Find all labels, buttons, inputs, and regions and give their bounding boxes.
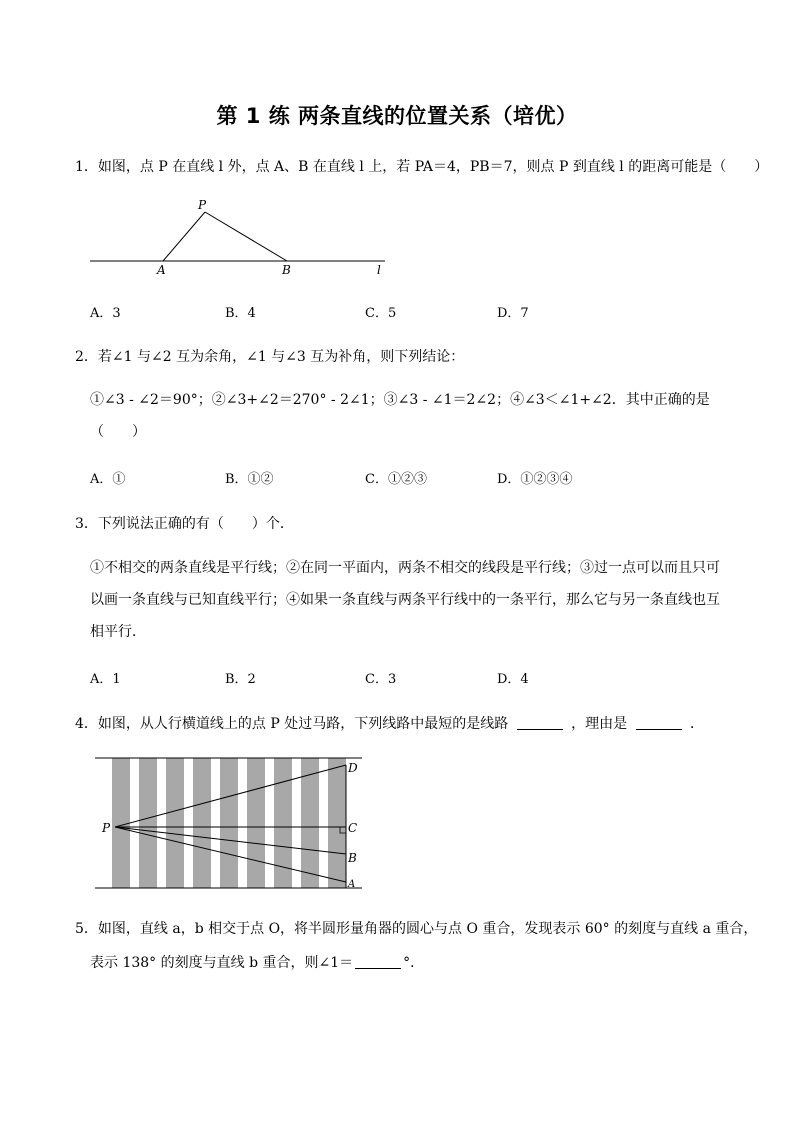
q3-option-a[interactable]: A．1 bbox=[90, 672, 121, 687]
question-1-figure bbox=[85, 195, 395, 280]
label-p: P bbox=[198, 198, 207, 212]
page-title: 第 1 练 两条直线的位置关系（培优） bbox=[216, 104, 578, 128]
q2-option-d[interactable]: D．①②③④ bbox=[497, 472, 573, 487]
crosswalk-stripes bbox=[112, 758, 346, 888]
question-3-body: ①不相交的两条直线是平行线；②在同一平面内，两条不相交的线段是平行线；③过一点可以而且只可以画一条直线与已知直线平行；④如果一条直线与两条平行线中的一条平行，那么它与另一条直线也互相平行． bbox=[90, 560, 720, 640]
label-b: B bbox=[282, 263, 291, 277]
q2-option-a[interactable]: A．① bbox=[90, 472, 126, 487]
q4-answer-blank-2[interactable] bbox=[636, 715, 682, 730]
question-3-stem: 3．下列说法正确的有（ ）个． bbox=[75, 516, 294, 532]
q5-line2-part-a: 表示 138° 的刻度与直线 b 重合，则∠1＝ bbox=[90, 955, 354, 971]
question-5-line-2 bbox=[90, 952, 750, 974]
q1-option-b[interactable]: B．4 bbox=[225, 306, 256, 321]
q3-option-d[interactable]: D．4 bbox=[497, 672, 529, 687]
q2-option-c[interactable]: C．①②③ bbox=[365, 472, 427, 487]
label-a: A bbox=[348, 879, 356, 890]
label-d: D bbox=[348, 761, 358, 775]
segment-pa bbox=[163, 212, 205, 261]
q1-option-c[interactable]: C．5 bbox=[365, 306, 397, 321]
label-b: B bbox=[348, 851, 357, 865]
q3-option-b[interactable]: B．2 bbox=[225, 672, 256, 687]
question-4-figure bbox=[90, 750, 370, 895]
q5-line2-part-b: °． bbox=[403, 955, 425, 971]
q2-option-b[interactable]: B．①② bbox=[225, 472, 274, 487]
label-p: P bbox=[102, 821, 111, 835]
q3-option-c[interactable]: C．3 bbox=[365, 672, 397, 687]
label-c: C bbox=[348, 821, 358, 835]
segment-pb bbox=[205, 212, 287, 261]
label-l: l bbox=[377, 263, 381, 277]
q4-stem-part-b: ，理由是 bbox=[571, 716, 628, 732]
question-5-line-1: 5．如图，直线 a，b 相交于点 O，将半圆形量角器的圆心与点 O 重合，发现表示 60° 的刻度与直线 a 重合， bbox=[75, 921, 758, 937]
question-1-stem: 1．如图，点 P 在直线 l 外，点 A、B 在直线 l 上，若 PA＝4，PB＝7，则点 P 到直线 l 的距离可能是（ ） bbox=[75, 159, 769, 175]
question-4-stem bbox=[75, 713, 735, 735]
question-2-body: ①∠3 - ∠2＝90°；②∠3+∠2＝270° - 2∠1；③∠3 - ∠1＝2∠2；④∠3＜∠1+∠2．其中正确的是（ ） bbox=[90, 392, 710, 440]
q4-answer-blank-1[interactable] bbox=[517, 715, 563, 730]
q1-option-d[interactable]: D．7 bbox=[497, 306, 529, 321]
q1-option-a[interactable]: A．3 bbox=[90, 306, 121, 321]
q4-stem-part-a: 4．如图，从人行横道线上的点 P 处过马路，下列线路中最短的是线路 bbox=[75, 716, 509, 732]
label-a: A bbox=[157, 263, 166, 277]
q5-answer-blank[interactable] bbox=[355, 954, 401, 969]
q4-stem-part-c: ． bbox=[690, 716, 705, 732]
question-2-stem: 2．若∠1 与∠2 互为余角，∠1 与∠3 互为补角，则下列结论： bbox=[75, 349, 465, 365]
